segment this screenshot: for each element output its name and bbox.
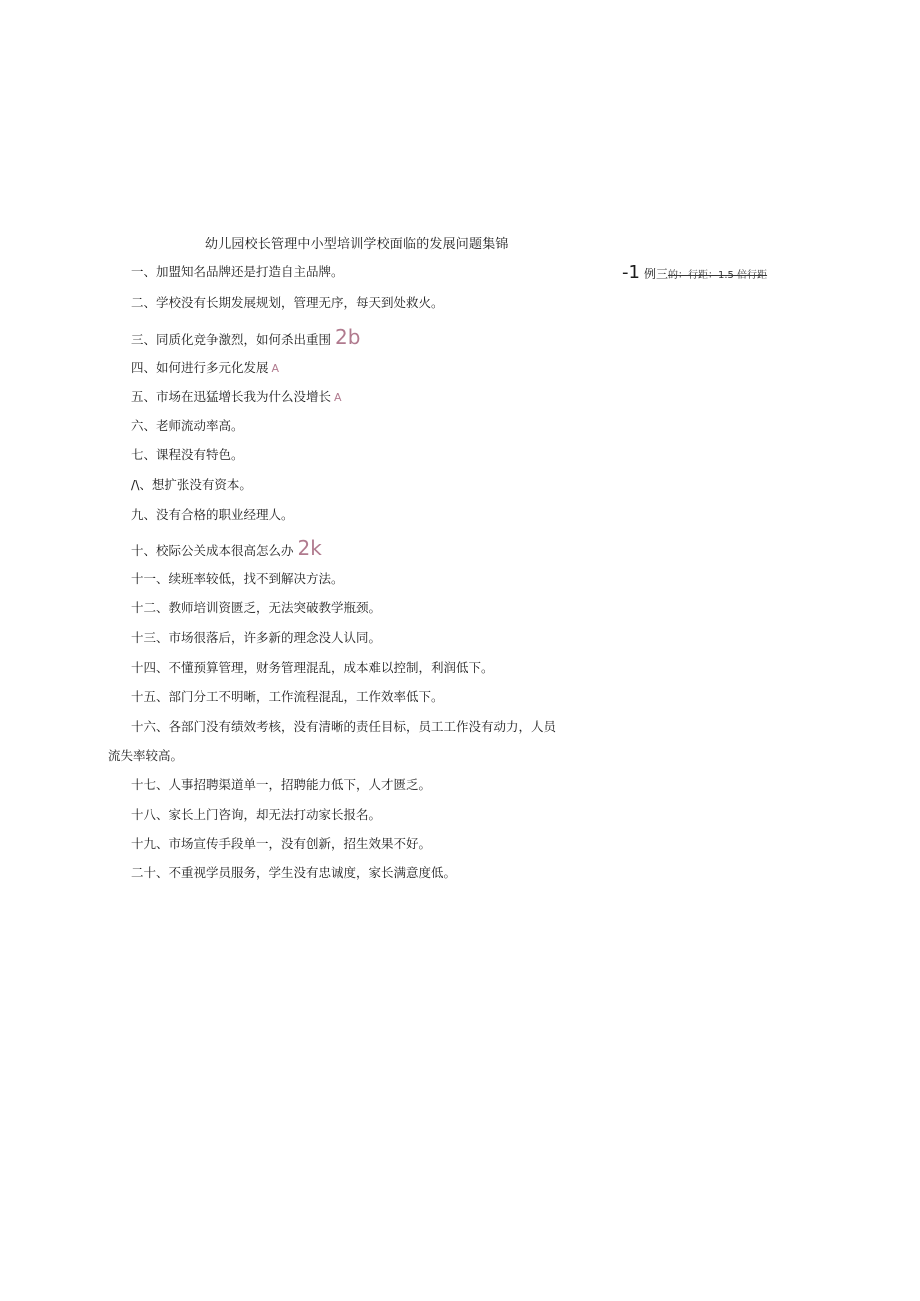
list-item xyxy=(131,807,381,823)
item-text: 一、加盟知名品牌还是打造自主品牌。 xyxy=(131,264,344,279)
annotation-strikethrough: 的：行距：1.5 倍行距 xyxy=(667,270,768,281)
item-text: 十三、市场很落后，许多新的理念没人认同。 xyxy=(131,630,382,645)
item-text: 十九、市场宣传手段单一，没有创新，招生效果不好。 xyxy=(131,836,432,851)
list-item xyxy=(131,689,444,705)
item-text: 十五、部门分工不明晰，工作流程混乱，工作效率低下。 xyxy=(131,689,444,704)
list-item xyxy=(131,477,252,493)
margin-mark: 2b xyxy=(335,325,361,349)
list-item-continuation xyxy=(108,748,183,764)
list-item xyxy=(131,571,344,587)
annotation-label: 例三 xyxy=(643,267,668,281)
item-text: 十、校际公关成本很高怎么办 xyxy=(131,543,294,558)
list-item xyxy=(131,865,456,881)
item-text: 四、如何进行多元化发展 xyxy=(131,360,269,375)
item-text: 流失率较高。 xyxy=(108,748,184,763)
item-text: 二、学校没有长期发展规划，管理无序，每天到处救火。 xyxy=(131,295,444,310)
item-text: 十四、不懂预算管理，财务管理混乱，成本难以控制，利润低下。 xyxy=(131,660,494,675)
item-text: 七、课程没有特色。 xyxy=(131,447,244,462)
item-text: 十七、人事招聘渠道单一，招聘能力低下，人才匮乏。 xyxy=(131,777,432,792)
list-item xyxy=(131,777,431,793)
list-item xyxy=(131,360,279,377)
document-title: 幼儿园校长管理中小型培训学校面临的发展问题集锦 xyxy=(205,237,509,252)
margin-annotation xyxy=(622,262,767,283)
item-text: 五、市场在迅猛增长我为什么没增长 xyxy=(131,389,332,404)
list-item xyxy=(131,447,244,463)
item-text: 十一、续班率较低，找不到解决方法。 xyxy=(131,571,344,586)
list-item xyxy=(131,719,556,735)
margin-mark: 2k xyxy=(297,536,322,560)
list-item xyxy=(131,630,381,646)
list-item xyxy=(131,389,342,406)
item-text: 十八、家长上门咨询，却无法打动家长报名。 xyxy=(131,807,382,822)
item-text: 六、老师流动率高。 xyxy=(131,418,244,433)
item-text: /\、想扩张没有资本。 xyxy=(131,477,252,492)
list-item xyxy=(131,660,494,676)
margin-mark: A xyxy=(334,391,342,404)
list-item xyxy=(131,418,244,434)
list-item xyxy=(131,295,444,311)
list-item xyxy=(131,264,344,280)
list-item xyxy=(131,600,381,616)
item-text: 十六、各部门没有绩效考核，没有清晰的责任目标，员工工作没有动力，人员 xyxy=(131,719,557,734)
item-text: 三、同质化竞争激烈，如何杀出重围 xyxy=(131,332,332,347)
item-text: 十二、教师培训资匮乏，无法突破教学瓶颈。 xyxy=(131,600,382,615)
list-item xyxy=(131,325,361,349)
annotation-number: -1 xyxy=(622,262,640,283)
item-text: 九、没有合格的职业经理人。 xyxy=(131,507,294,522)
margin-mark: A xyxy=(271,362,280,375)
item-text: 二十、不重视学员服务，学生没有忠诚度，家长满意度低。 xyxy=(131,865,457,880)
list-item xyxy=(131,836,431,852)
list-item xyxy=(131,507,294,523)
list-item xyxy=(131,536,322,560)
